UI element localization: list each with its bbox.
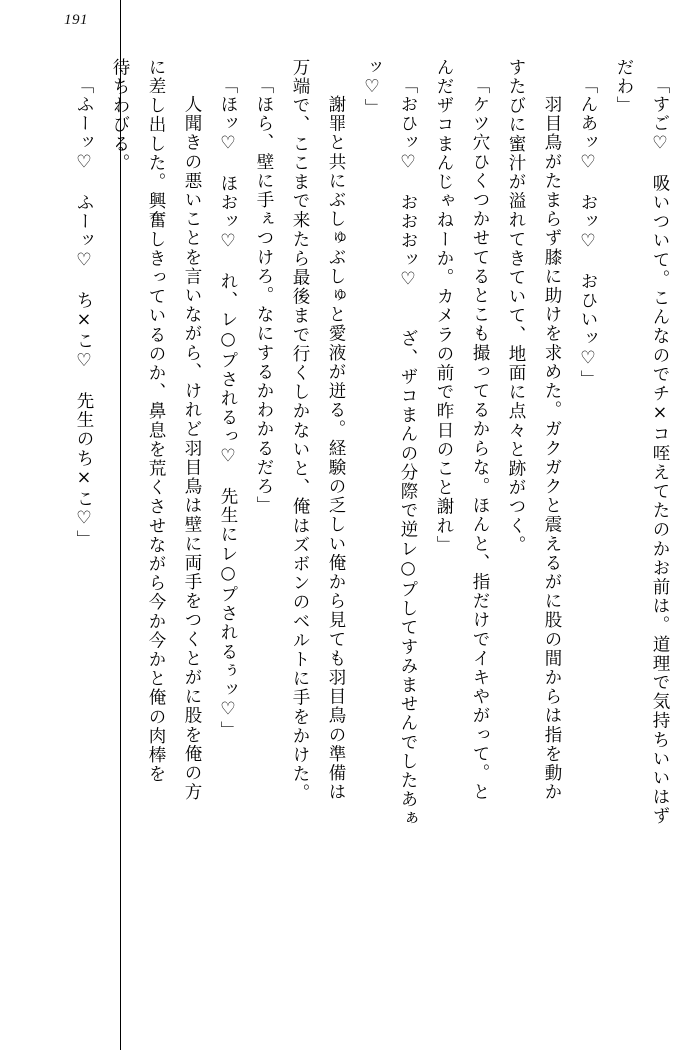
text-line: 万端で、ここまで来たら最後まで行くしかないと、俺はズボンのベルトに手をかけた。 xyxy=(290,58,310,803)
text-line: んだザコまんじゃねーか。カメラの前で昨日のこと謝れ」 xyxy=(434,58,454,555)
text-line: に差し出した。興奮しきっているのか、鼻息を荒くさせながら今か今かと俺の肉棒を xyxy=(146,58,166,784)
text-line: 謝罪と共にぶしゅぶしゅと愛液が迸る。経験の乏しい俺から見ても羽目鳥の準備は xyxy=(326,76,346,802)
vertical-text-body xyxy=(30,58,678,1023)
text-line: 「ケツ穴ひくつかせてるとこも撮ってるからな。ほんと、指だけでイキやがって。と xyxy=(470,76,490,802)
text-line: 待ちわびる。 xyxy=(110,58,130,173)
text-line: 「ふーッ♡ ふーッ♡ ち×こ♡ 先生のち×こ♡」 xyxy=(74,76,94,550)
text-line: 人聞きの悪いことを言いながら、けれど羽目鳥は壁に両手をつくとがに股を俺の方 xyxy=(182,76,202,802)
text-line: 「すご♡ 吸いついて。こんなのでチ×コ咥えてたのかお前は。道理で気持ちいいはず xyxy=(650,76,670,826)
text-line: 「んあッ♡ おッ♡ おひいッ♡」 xyxy=(578,76,598,390)
page-number: 191 xyxy=(64,12,88,28)
text-line: だわ」 xyxy=(614,58,634,116)
text-line: 「ほッ♡ ほおッ♡ れ、レ○プされるっ♡ 先生にレ○プされるぅッ♡」 xyxy=(218,76,238,741)
text-line: 「おひッ♡ おおおッ♡ ざ、ザコまんの分際で逆レ○プしてすみませんでしたあぁ xyxy=(398,76,418,829)
text-line: ッ♡」 xyxy=(362,58,382,118)
text-line: 「ほら、壁に手ぇつけろ。なにするかわかるだろ」 xyxy=(254,76,274,516)
text-line: すたびに蜜汁が溢れてきていて、地面に点々と跡がつく。 xyxy=(506,58,526,555)
text-line: 羽目鳥がたまらず膝に助けを求めた。ガクガクと震えるがに股の間からは指を動か xyxy=(542,76,562,802)
